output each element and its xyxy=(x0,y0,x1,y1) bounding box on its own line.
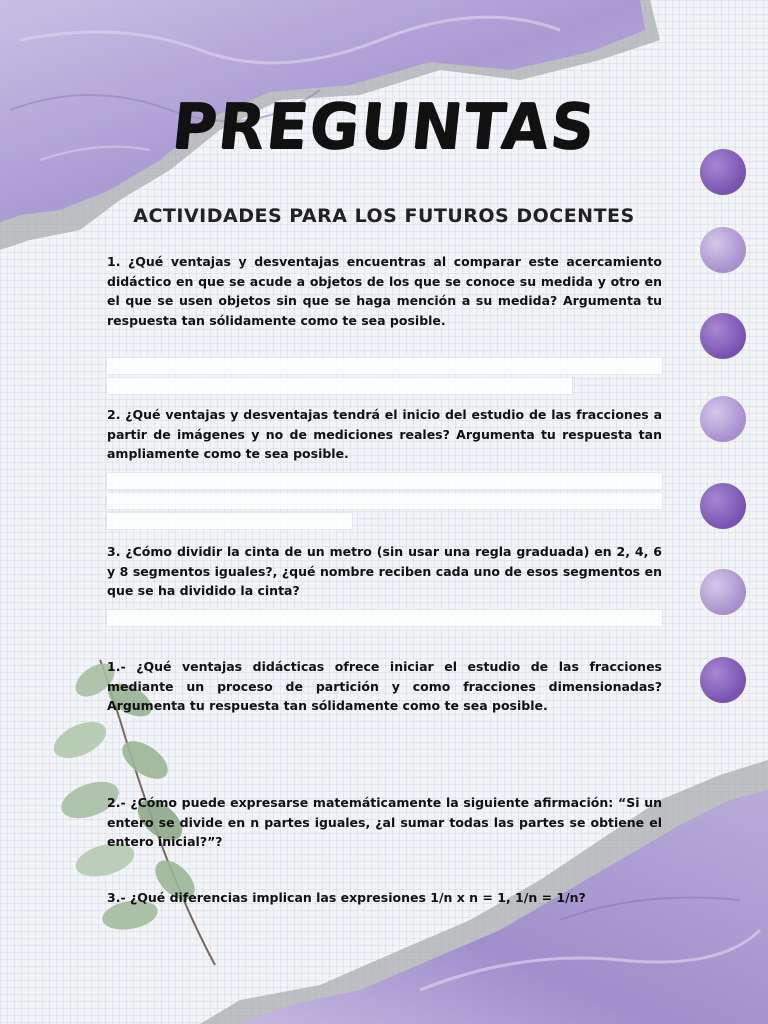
question-3: 3. ¿Cómo dividir la cinta de un metro (sin usar una regla graduada) en 2, 4, 6 y 8 segmentos iguales?, ¿qué nombre reciben cada uno de esos segmentos en que se ha dividido la cinta? xyxy=(107,544,662,598)
question-1: 1. ¿Qué ventajas y desventajas encuentras al comparar este acercamiento didáctico en que se acude a objetos de los que se conoce su medida y otro en el que se usen objetos sin que se haga mención a su medida? Argumenta tu respuesta tan sólidamente como te sea posible. xyxy=(107,254,662,328)
purple-dot-4 xyxy=(700,396,746,442)
page-subtitle: ACTIVIDADES PARA LOS FUTUROS DOCENTES xyxy=(133,205,635,227)
purple-dot-2 xyxy=(700,227,746,273)
purple-dot-5 xyxy=(700,483,746,529)
answer-line[interactable] xyxy=(107,378,572,394)
answer-line[interactable] xyxy=(107,473,662,489)
answer-line[interactable] xyxy=(107,610,662,626)
answer-line[interactable] xyxy=(107,493,662,509)
purple-dot-7 xyxy=(700,657,746,703)
answer-line[interactable] xyxy=(107,513,352,529)
question-4: 1.- ¿Qué ventajas didácticas ofrece iniciar el estudio de las fracciones mediante un proceso de partición y como fracciones dimensionadas? Argumenta tu respuesta tan sólidamente como te sea posible. xyxy=(107,659,662,713)
page-title: PREGUNTAS xyxy=(168,90,600,164)
question-2: 2. ¿Qué ventajas y desventajas tendrá el inicio del estudio de las fracciones a partir de imágenes y no de mediciones reales? Argumenta tu respuesta tan ampliamente como te sea posible. xyxy=(107,407,662,461)
question-5: 2.- ¿Cómo puede expresarse matemáticamente la siguiente afirmación: “Si un entero se divide en n partes iguales, ¿al sumar todas las partes se obtiene el entero inicial?”? xyxy=(107,795,662,849)
answer-line[interactable] xyxy=(107,358,662,374)
question-6: 3.- ¿Qué diferencias implican las expresiones 1/n x n = 1, 1/n = 1/n? xyxy=(107,890,586,905)
purple-dot-6 xyxy=(700,569,746,615)
purple-dot-3 xyxy=(700,313,746,359)
